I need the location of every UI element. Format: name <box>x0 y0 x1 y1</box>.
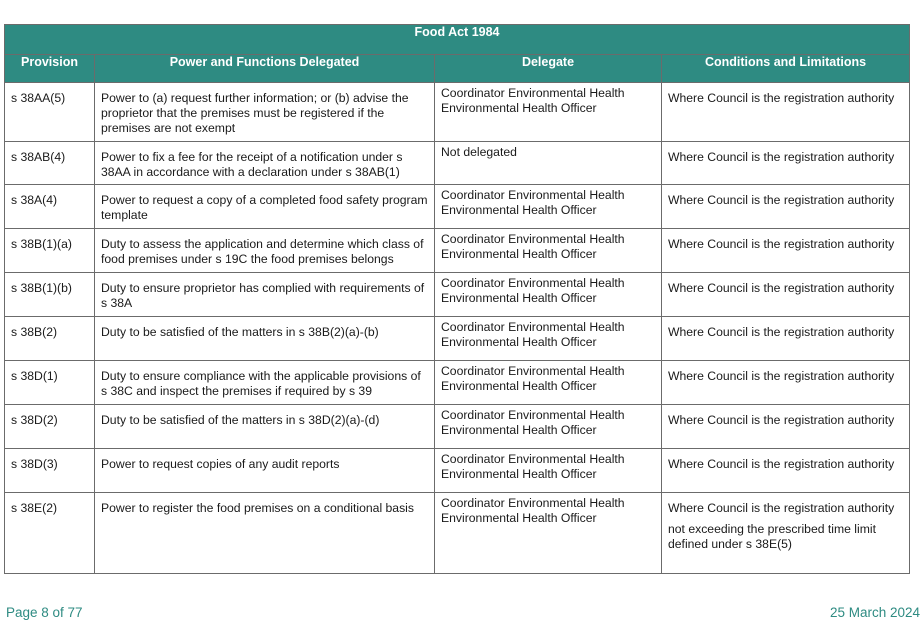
delegate-line: Coordinator Environmental Health <box>441 408 625 422</box>
delegate-cell <box>435 185 661 222</box>
delegate-line: Environmental Health Officer <box>441 101 597 115</box>
table-row <box>5 493 910 574</box>
table-row <box>5 449 910 493</box>
header-delegate: Delegate <box>435 55 662 83</box>
table-row <box>5 83 910 142</box>
power-cell: Power to fix a fee for the receipt of a notification under s 38AA in accordance with a declaration under s 38AB(1) <box>101 150 403 179</box>
delegate-line: Coordinator Environmental Health <box>441 364 625 378</box>
delegate-line: Coordinator Environmental Health <box>441 232 625 246</box>
conditions-cell <box>662 449 909 476</box>
power-cell: Power to register the food premises on a conditional basis <box>101 501 414 515</box>
table-header-row <box>5 55 910 83</box>
delegate-cell <box>435 229 661 266</box>
power-cell: Duty to ensure proprietor has complied with requirements of s 38A <box>101 281 425 310</box>
provision-cell: s 38B(1)(b) <box>11 281 72 295</box>
delegation-table <box>4 24 910 574</box>
table-row <box>5 405 910 449</box>
delegate-line: Environmental Health Officer <box>441 203 597 217</box>
condition-line: Where Council is the registration authority <box>668 501 895 515</box>
condition-line: Where Council is the registration authority <box>668 193 895 207</box>
delegate-cell <box>435 83 661 120</box>
delegate-cell <box>435 493 661 530</box>
delegate-cell <box>435 449 661 486</box>
provision-cell: s 38E(2) <box>11 501 58 515</box>
provision-cell: s 38AB(4) <box>11 150 66 164</box>
power-cell: Duty to be satisfied of the matters in s 38D(2)(a)-(d) <box>101 413 380 427</box>
conditions-cell <box>662 229 909 256</box>
condition-line: Where Council is the registration authority <box>668 281 895 295</box>
conditions-cell <box>662 273 909 300</box>
delegate-line: Environmental Health Officer <box>441 335 597 349</box>
conditions-cell <box>662 185 909 212</box>
document-date: 25 March 2024 <box>829 605 920 620</box>
delegate-line: Environmental Health Officer <box>441 467 597 481</box>
power-cell: Power to request copies of any audit reports <box>101 457 340 471</box>
power-cell: Duty to ensure compliance with the applicable provisions of s 38C and inspect the premises if required by s 39 <box>101 369 421 398</box>
power-cell: Power to request a copy of a completed food safety program template <box>101 193 428 222</box>
delegate-line: Not delegated <box>441 145 517 159</box>
provision-cell: s 38A(4) <box>11 193 58 207</box>
provision-cell: s 38B(2) <box>11 325 58 339</box>
table-row <box>5 185 910 229</box>
condition-line: not exceeding the prescribed time limit defined under s 38E(5) <box>668 522 876 551</box>
condition-line: Where Council is the registration authority <box>668 325 895 339</box>
power-cell: Power to (a) request further information; or (b) advise the proprietor that the premises must be registered if the premises are not exempt <box>101 91 409 135</box>
delegate-line: Environmental Health Officer <box>441 511 597 525</box>
delegate-line: Environmental Health Officer <box>441 423 597 437</box>
condition-line: Where Council is the registration authority <box>668 369 895 383</box>
table-row <box>5 317 910 361</box>
condition-line: Where Council is the registration authority <box>668 237 895 251</box>
provision-cell: s 38D(3) <box>11 457 58 471</box>
conditions-cell <box>662 405 909 432</box>
delegate-line: Coordinator Environmental Health <box>441 452 625 466</box>
delegate-line: Environmental Health Officer <box>441 291 597 305</box>
table-row <box>5 229 910 273</box>
delegate-line: Coordinator Environmental Health <box>441 320 625 334</box>
provision-cell: s 38D(2) <box>11 413 58 427</box>
conditions-cell <box>662 361 909 388</box>
delegate-line: Coordinator Environmental Health <box>441 86 625 100</box>
conditions-cell <box>662 142 909 169</box>
condition-line: Where Council is the registration authority <box>668 457 895 471</box>
provision-cell: s 38B(1)(a) <box>11 237 72 251</box>
table-row <box>5 361 910 405</box>
table-row <box>5 273 910 317</box>
provision-cell: s 38AA(5) <box>11 91 66 105</box>
header-provision: Provision <box>5 55 95 83</box>
delegate-cell <box>435 142 661 164</box>
conditions-cell <box>662 493 909 556</box>
page-number: Page 8 of 77 <box>6 605 83 620</box>
conditions-cell <box>662 317 909 344</box>
table-title: Food Act 1984 <box>5 25 910 55</box>
delegate-cell <box>435 361 661 398</box>
delegate-line: Coordinator Environmental Health <box>441 188 625 202</box>
delegate-line: Environmental Health Officer <box>441 379 597 393</box>
power-cell: Duty to be satisfied of the matters in s 38B(2)(a)-(b) <box>101 325 379 339</box>
condition-line: Where Council is the registration authority <box>668 413 895 427</box>
header-conditions: Conditions and Limitations <box>662 55 910 83</box>
table-row <box>5 142 910 185</box>
table-title-row <box>5 25 910 55</box>
condition-line: Where Council is the registration authority <box>668 91 895 105</box>
delegate-line: Coordinator Environmental Health <box>441 276 625 290</box>
delegate-line: Coordinator Environmental Health <box>441 496 625 510</box>
condition-line: Where Council is the registration authority <box>668 150 895 164</box>
delegate-cell <box>435 405 661 442</box>
header-powers: Power and Functions Delegated <box>95 55 435 83</box>
delegate-cell <box>435 317 661 354</box>
delegate-cell <box>435 273 661 310</box>
conditions-cell <box>662 83 909 110</box>
provision-cell: s 38D(1) <box>11 369 58 383</box>
power-cell: Duty to assess the application and determine which class of food premises under s 19C the food premises belongs <box>101 237 424 266</box>
delegate-line: Environmental Health Officer <box>441 247 597 261</box>
